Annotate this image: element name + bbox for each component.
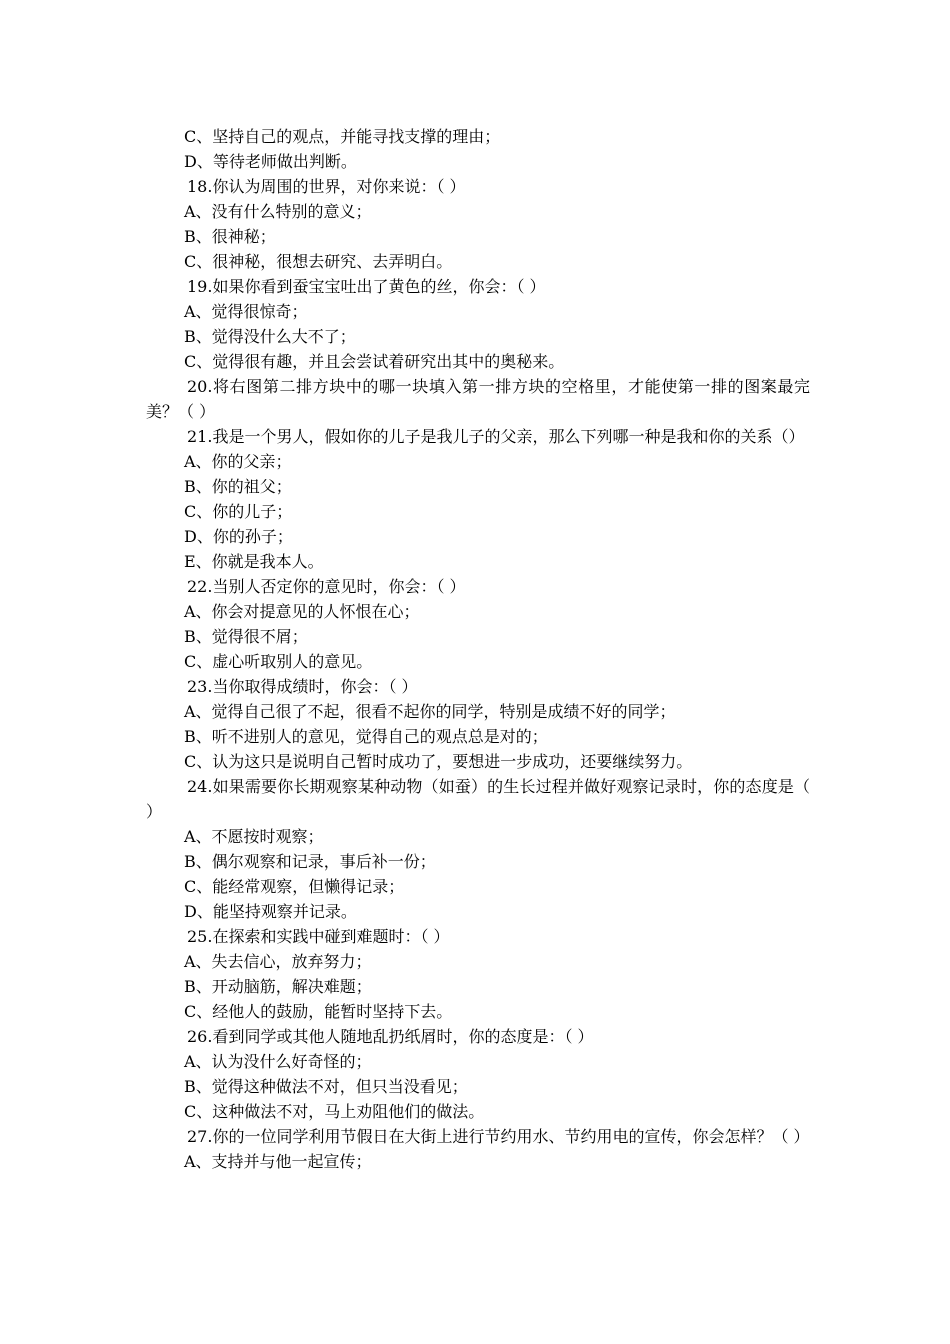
option-19b: B、觉得没什么大不了；: [184, 327, 356, 346]
option-21d: D、你的孙子；: [184, 527, 293, 546]
question-27: 27.你的一位同学利用节假日在大街上进行节约用水、节约用电的宣传，你会怎样？（ ）: [187, 1127, 810, 1146]
option-21e: E、你就是我本人。: [184, 552, 324, 571]
option-25b: B、开动脑筋，解决难题；: [184, 977, 372, 996]
option-18a: A、没有什么特别的意义；: [184, 202, 372, 221]
option-25a: A、失去信心，放弃努力；: [184, 952, 372, 971]
option-26b: B、觉得这种做法不对，但只当没看见；: [184, 1077, 468, 1096]
option-22b: B、觉得很不屑；: [184, 627, 308, 646]
option-23c: C、认为这只是说明自己暂时成功了，要想进一步成功，还要继续努力。: [184, 752, 693, 771]
question-23: 23.当你取得成绩时，你会：（ ）: [187, 677, 418, 696]
option-22a: A、你会对提意见的人怀恨在心；: [184, 602, 420, 621]
option-25c: C、经他人的鼓励，能暂时坚持下去。: [184, 1002, 453, 1021]
option-21b: B、你的祖父；: [184, 477, 292, 496]
question-19: 19.如果你看到蚕宝宝吐出了黄色的丝，你会：（ ）: [187, 277, 546, 296]
option-24d: D、能坚持观察并记录。: [184, 902, 357, 921]
question-26: 26.看到同学或其他人随地乱扔纸屑时，你的态度是：（ ）: [187, 1027, 594, 1046]
option-21a: A、你的父亲；: [184, 452, 292, 471]
option-22c: C、虚心听取别人的意见。: [184, 652, 373, 671]
option-23b: B、听不进别人的意见，觉得自己的观点总是对的；: [184, 727, 548, 746]
question-24: 24.如果需要你长期观察某种动物（如蚕）的生长过程并做好观察记录时，你的态度是（ ）: [146, 777, 810, 821]
question-20: 20.将右图第二排方块中的哪一块填入第一排方块的空格里，才能使第一排的图案最完美？（ ）: [146, 377, 810, 421]
option-21c: C、你的儿子；: [184, 502, 293, 521]
question-18: 18.你认为周围的世界，对你来说：（ ）: [187, 177, 466, 196]
option-26a: A、认为没什么好奇怪的；: [184, 1052, 372, 1071]
option-19a: A、觉得很惊奇；: [184, 302, 308, 321]
question-21: 21.我是一个男人，假如你的儿子是我儿子的父亲，那么下列哪一种是我和你的关系（）: [187, 427, 805, 446]
option-17c: C、坚持自己的观点，并能寻找支撑的理由；: [184, 127, 501, 146]
question-22: 22.当别人否定你的意见时，你会：（ ）: [187, 577, 466, 596]
option-23a: A、觉得自己很了不起，很看不起你的同学，特别是成绩不好的同学；: [184, 702, 676, 721]
option-24a: A、不愿按时观察；: [184, 827, 324, 846]
option-26c: C、这种做法不对，马上劝阻他们的做法。: [184, 1102, 485, 1121]
option-18b: B、很神秘；: [184, 227, 276, 246]
option-17d: D、等待老师做出判断。: [184, 152, 357, 171]
option-19c: C、觉得很有趣，并且会尝试着研究出其中的奥秘来。: [184, 352, 565, 371]
document-body: [146, 124, 810, 1174]
question-25: 25.在探索和实践中碰到难题时：（ ）: [187, 927, 450, 946]
option-18c: C、很神秘，很想去研究、去弄明白。: [184, 252, 453, 271]
option-24b: B、偶尔观察和记录，事后补一份；: [184, 852, 436, 871]
option-27a: A、支持并与他一起宣传；: [184, 1152, 372, 1171]
option-24c: C、能经常观察，但懒得记录；: [184, 877, 405, 896]
